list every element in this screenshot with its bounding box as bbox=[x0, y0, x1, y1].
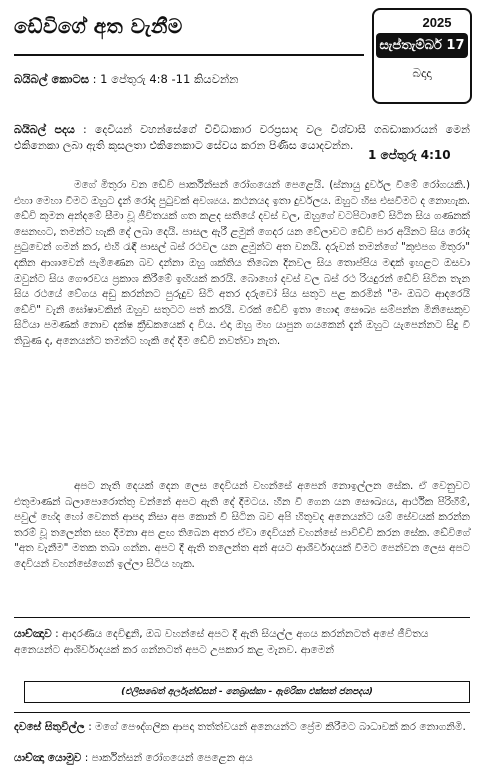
month-day-label: සැප්තැම්බර් 17 bbox=[376, 33, 468, 58]
key-verse-text: : දෙවියන් වහන්සේගේ විවිධාකාර වරප්‍රසාද වල විශ්වාසී ගබඩාකාරයන් මෙන් එකිනෙකා ලබා ඇති කුසලතා එකිනෙකාට සේවය කරන පිණිස යොදවන්න. bbox=[14, 123, 470, 152]
body-paragraph-2: අපට නැති දෙයක් දෙන ලෙස දෙවියන් වහන්සේ අපෙන් නොඉල්ලන සේක. ඒ වෙනුවට එතුමාණන් බලාපොරොත්තු වන්නේ අපට ඇති දේ දීමටය. හීන වී ගෙන යන සෞඛ්‍යය, ආර්ථික පිරිහීම්, පවුල් හේද හෝ වෙනත් ආපදා නිසා අප කොන් වී සිටින බව අපි හිතුවද අනෙයන්ට යම් සේවයක් කරන්න තරම් වූ තලෙන්ත සහ දීමනා අප ළඟ තිබෙන අතර ඒවා දෙවියන් වහන්සේ පාවිච්චි කරන සේක. ඩේවිගේ "අත වැනීම" මතක තබා ගන්න. අපට දී ඇති තලෙන්ත අන් අයට ආශීර්වාදයක් වීමට පෙන්වන ලෙස අපට දෙවියන් වහන්සේගෙන් ඉල්ලා සිටිය හැක. bbox=[14, 480, 470, 570]
date-box bbox=[372, 8, 472, 104]
header-divider bbox=[14, 54, 364, 56]
prayer-divider bbox=[14, 617, 470, 618]
bible-reading bbox=[14, 72, 239, 87]
page-title: ඩේවිගේ අත වැනීම bbox=[14, 14, 183, 38]
bible-reading-label: බයිබල් කොටස bbox=[14, 72, 89, 86]
prayer-section bbox=[14, 627, 470, 658]
weekday-label: බදාදා bbox=[412, 66, 432, 80]
devotional-body bbox=[14, 178, 470, 350]
bible-reading-text: : 1 පේතුරු 4:8 -11 කියවන්න bbox=[92, 72, 239, 86]
prayer-focus-text: : පාර්කින්සන් රෝගයෙන් පෙළෙන අය bbox=[84, 752, 253, 764]
prayer-text: : ආදරණීය දෙවිඳුනි, ඔබ වහන්සේ අපට දී ඇති සියල්ල අගය කරන්නටත් අපේ ජීවිතය අනෙයන්ට ආශිර්වාදයක් කර ගන්නටත් අපට උපකාර කළ මැනව. ආමෙන් bbox=[14, 628, 429, 656]
thought-for-day bbox=[14, 720, 470, 735]
key-verse-label: බයිබල් පදය bbox=[14, 123, 75, 136]
thought-label: දවසේ සිතුවිල්ල bbox=[14, 721, 85, 733]
author-credit: (එලිසබෙත් අර්ලෑන්ඩ්සන් - නෙබ්‍රාස්කා - ඇමරිකා එක්සත් ජනපදය) bbox=[24, 681, 470, 703]
prayer-focus-label: යාච්ඤා යොමුව bbox=[14, 752, 82, 764]
body-paragraph-1: මගේ මිතුරා වන ඩේවි පාර්කින්සන් රෝගයෙන් පෙළෙයි. (ස්නායු දුර්වල වීමේ රෝගයකි.) එහා මෙහා වීමට ඔහුට දැන් රෝද පුටුවක් අවශ්‍යය. කථනයද ඉතා දුර්වලය. ඔහුට හිස එසවීමට ද නොහැක. ඩේවි කුමන අන්දමේ සීමා වූ ජීවිතයක් ගත කළද සතියේ දවස් වල, ඔහුගේ වටපිටාවේ සිටින සිය ගණනක් සෙනඟට, තමන්ට හැකි දේ ලබා දෙයි. පාසල ඇරී ළමුන් ගෙදර යන වේලාවට ඩේවි පාර අයිනට සිය රෝද පුටුවෙන් ගමන් කර, එහි රැඳී පාසල් බස් රථවල යන ළමුන්ට අත වනයි. දරුවන් තමන්ගේ "කුළුපග මිතුරා" දකින ආශාවෙන් පැමිණෙන බව දන්නා ඔහු ශක්තිය තිබෙන දිනවල සිය තොප්පිය මඳක් ඉහළට ඔසවා ඔවුන්ට සිය ගෞරවය ප්‍රකාශ කිරීමේ ඉඟියක් කරයි. බොහෝ දවස් වල බස් රථ රියදුරන් ඩේවි සිටින තැන සිය රථයේ වේගය අඩු කරන්නට පුරුදුව සිටි අතර දරුවෝ සිය සතුට පළ කරමින් "මං ඔබට ආදරෙයි ඩේවි" වැනි ඝෝෂාවකින් ඔහුව සතුටට පත් කරයි. වරක් ඩේවි ඉතා හොඳ සෞඛ්‍ය සම්පන්න මිනිසෙකුව සිටියා පමණක් නොව දක්ෂ ක්‍රීඩකයෙක් ද විය. එදා ඔහු මහ යාපුන ගයකෙන් දැන් ඔහුට යැපෙන්නට සිදු වී තිබුණ ද, අනෙයන්ට තමන්ට හැකි දේ දීම ඩේවි නවත්වා නැත. bbox=[14, 179, 470, 347]
thought-text: : මගේ පෞද්ගලික ආපදා තත්ත්වයන් අනෙයන්ට ප්‍රේම කිරීමට බාධාවක් කර නොගනිමි. bbox=[88, 721, 466, 733]
prayer-focus bbox=[14, 752, 470, 765]
verse-reference: 1 පේතුරු 4:10 bbox=[368, 148, 451, 162]
year-label: 2025 bbox=[422, 15, 452, 30]
footer-divider bbox=[14, 712, 470, 713]
prayer-label: යාච්ඤාව bbox=[14, 628, 52, 640]
